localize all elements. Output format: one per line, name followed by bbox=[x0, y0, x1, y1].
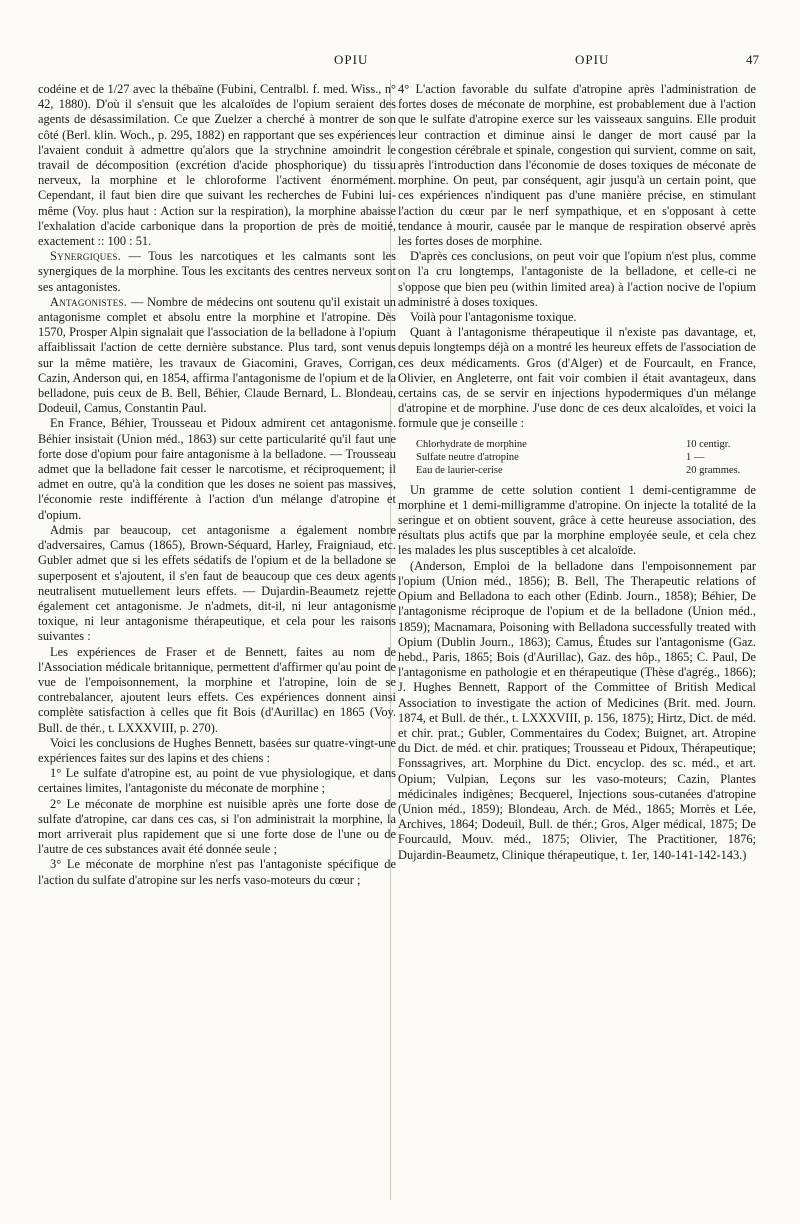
running-header-left: OPIU bbox=[334, 52, 369, 67]
paragraph: En France, Béhier, Trousseau et Pidoux admirent cet antagonisme. Béhier insistait (Union méd., 1863) sur cette particularité qu'il faut une forte dose d'opium pour faire antagonisme à la belladone. — Trousseau admet que la belladone fait cesser le narcotisme, et réciproquement; il admet en outre, qu'à la condition que les doses ne soient pas massives, l'économie reste indifférente à l'action d'un mélange d'atropine et d'opium. bbox=[38, 416, 396, 522]
formula-quantity: 10 centigr. bbox=[686, 438, 731, 450]
paragraph: Voici les conclusions de Hughes Bennett, basées sur quatre-vingt-une expériences faites sur des lapins et des chiens : bbox=[38, 735, 396, 765]
right-column bbox=[398, 82, 756, 863]
paragraph: Quant à l'antagonisme thérapeutique il n'existe pas davantage, et, depuis longtemps déjà on a montré les heureux effets de l'association de ces deux médicaments. Gros (d'Alger) et de Fourcault, en France, Olivier, en Angleterre, ont fait voir combien il était avantageux, dans certains cas, de se servir en injections hypodermiques d'un mélange d'atropine et de morphine. J'use donc de ces deux alcaloïdes, et voici la formule que je conseille : bbox=[398, 325, 756, 431]
page-number: 47 bbox=[746, 52, 759, 67]
list-item: 3° Le méconate de morphine n'est pas l'antagoniste spécifique de l'action du sulfate d'atropine sur les nerfs vaso-moteurs du cœur ; bbox=[38, 857, 396, 887]
list-item: 1° Le sulfate d'atropine est, au point de vue physiologique, et dans certaines limites, l'antagoniste du méconate de morphine ; bbox=[38, 766, 396, 796]
list-item: 4° L'action favorable du sulfate d'atropine après l'administration de fortes doses de méconate de morphine, est probablement due à l'action que le sulfate d'atropine exerce sur les vaisseaux sanguins. Elle produit leur contraction et diminue ainsi le danger de mort causé par la congestion cérébrale et spinale, congestion qui survient, comme on sait, après l'introduction dans l'économie de doses toxiques de méconate de morphine. On peut, par conséquent, agir jusqu'à un certain point, que ces expériences n'indiquent pas d'une manière précise, en stimulant l'action du cœur par le nerf sympathique, et en s'opposant à cette tendance à mourir, causée par le manque de respiration observé après les fortes doses de morphine. bbox=[398, 82, 756, 249]
prescription-formula bbox=[416, 438, 756, 477]
running-header-right: OPIU bbox=[575, 52, 610, 67]
paragraph-text: — Tous les narcotiques et les calmants sont les synergiques de la morphine. Tous les excitants des centres nerveux sont ses antagonistes. bbox=[38, 249, 396, 294]
formula-quantity: 20 grammes. bbox=[686, 464, 741, 476]
formula-ingredient: Chlorhydrate de morphine bbox=[416, 438, 527, 450]
paragraph-antagonistes bbox=[38, 295, 396, 417]
formula-row bbox=[416, 438, 756, 451]
paragraph: D'après ces conclusions, on peut voir que l'opium n'est plus, comme on l'a cru longtemps, l'antagoniste de la belladone, et celle-ci ne s'oppose que bien peu (within limited area) à l'action nocive de l'opium administré à doses toxiques. bbox=[398, 249, 756, 309]
left-column bbox=[38, 82, 396, 888]
paragraph-text: — Nombre de médecins ont soutenu qu'il existait un antagonisme complet et absolu entre la morphine et l'atropine. Dès 1570, Prosper Alpin signalait que l'association de la belladone à l'opium affaiblissait l'action de cette dernière substance. Plus tard, sont venus sur la même matière, les travaux de Giacomini, Graves, Corrigan, Cazin, Anderson qui, en 1854, affirma l'antagonisme de l'opium et de la belladone, puis ceux de B. Bell, Béhier, Claude Bernard, L. Blondeau, Dodeuil, Camus, Constantin Paul. bbox=[38, 294, 396, 416]
section-heading: Antagonistes. bbox=[50, 294, 128, 309]
bibliography: (Anderson, Emploi de la belladone dans l'empoisonnement par l'opium (Union méd., 1856); B. Bell, The Therapeutic relations of Opium and Belladona to each other (Edinb. Journ., 1858); Béhier, De l'antagonisme réciproque de l'opium et de la belladone (Union méd., 1859); Macnamara, Poisoning with Belladona successfully treated with Opium (Dublin Journ., 1863); Camus, Études sur l'antagonisme (Gaz. hebd., Paris, 1865; Bois (d'Aurillac), Gaz. des hôp., 1865; C. Paul, De l'antagonisme en pathologie et en thérapeutique (Thèse d'agrég., 1866); J. Hughes Bennett, Rapport of the Committee of British Medical Association to investigate the action of Medicines (Brit. med. Journ. 1874, et Bull. de thér., t. LXXXVIII, p. 156, 1875); Hirtz, Dict. de méd. et chir. prat.; Gubler, Commentaires du Codex; Buignet, art. Atropine du Dict. de méd. et chir. pratiques; Trousseau et Pidoux, Thérapeutique; Fonssagrives, art. Morphine du Dict. encyclop. des sc. méd., et art. Opium; Vulpian, Leçons sur les vaso-moteurs; Cazin, Plantes médicinales indigènes; Becquerel, Injections sous-cutanées d'atropine (Union méd., 1859); Blondeau, Arch. de Méd., 1865; Morrès et Lée, Archives, 1864; Dodeuil, Bull. de thér.; Gros, Alger médical, 1875; De Fourcauld, Mouv. méd., 1875; Olivier, The Practitioner, 1876; Dujardin-Beaumetz, Clinique thérapeutique, t. 1er, 140-141-142-143.) bbox=[398, 558, 756, 862]
paragraph: codéine et de 1/27 avec la thébaïne (Fubini, Centralbl. f. med. Wiss., n° 42, 1880). D'où il s'ensuit que les alcaloïdes de l'opium seraient des agents de désassimilation. Ce que Zuelzer a cherché à montrer de son côté (Berl. klin. Woch., p. 295, 1882) en rapportant que ses expériences l'avaient conduit à admettre qu'alors que la strychnine amoindrit le travail de décomposition (excrétion d'acide phosphorique) du tissu nerveux, la morphine et le chloroforme l'activent énormément. Cependant, il faut bien dire que suivant les recherches de Fubini lui-même (Voy. plus haut : Action sur la respiration), la morphine abaisse l'exhalation d'acide carbonique dans la proportion de près de moitié, exactement :: 100 : 51. bbox=[38, 82, 396, 249]
paragraph: Admis par beaucoup, cet antagonisme a également nombre d'adversaires, Camus (1865), Brown-Séquard, Harley, Fraigniaud, etc. Gubler admet que si les effets sédatifs de l'opium et de la belladone se superposent et s'ajoutent, il s'en faut de beaucoup que ces deux agents neutralisent mutuellement leurs effets. — Dujardin-Beaumetz rejette également cet antagonisme. Je n'admets, dit-il, ni leur antagonisme toxique, ni leur antagonisme thérapeutique, et cela pour les raisons suivantes : bbox=[38, 522, 396, 644]
formula-row bbox=[416, 451, 756, 464]
formula-row bbox=[416, 464, 756, 477]
paragraph-synergiques bbox=[38, 249, 396, 295]
paragraph: Un gramme de cette solution contient 1 demi-centigramme de morphine et 1 demi-milligramme d'atropine. On injecte la totalité de la seringue et on obtient souvent, grâce à cette heureuse association, des résultats plus actifs que par la morphine employée seule, et cela chez les malades les plus susceptibles à cet alcaloïde. bbox=[398, 482, 756, 558]
formula-ingredient: Sulfate neutre d'atropine bbox=[416, 451, 519, 463]
list-item: 2° Le méconate de morphine est nuisible après une forte dose de sulfate d'atropine, car dans ces cas, si l'on administrait la morphine, la mort arriverait plus rapidement que si une forte dose de l'une ou de l'autre de ces substances avait été donnée seule ; bbox=[38, 796, 396, 857]
section-heading: Synergiques. bbox=[50, 249, 122, 264]
formula-quantity: 1 — bbox=[686, 451, 705, 463]
formula-ingredient: Eau de laurier-cerise bbox=[416, 464, 503, 476]
paragraph: Voilà pour l'antagonisme toxique. bbox=[410, 310, 577, 325]
paragraph: Les expériences de Fraser et de Bennett, faites au nom de l'Association médicale britannique, permettent d'affirmer qu'au point de vue de l'empoisonnement, la morphine et l'atropine, loin de se contrebalancer, ajoutent leurs effets. Ces expériences donnent ainsi complète satisfaction à celles que fit Bois (d'Aurillac) en 1865 (Voy. Bull. de thér., t. LXXXVIII, p. 270). bbox=[38, 644, 396, 735]
